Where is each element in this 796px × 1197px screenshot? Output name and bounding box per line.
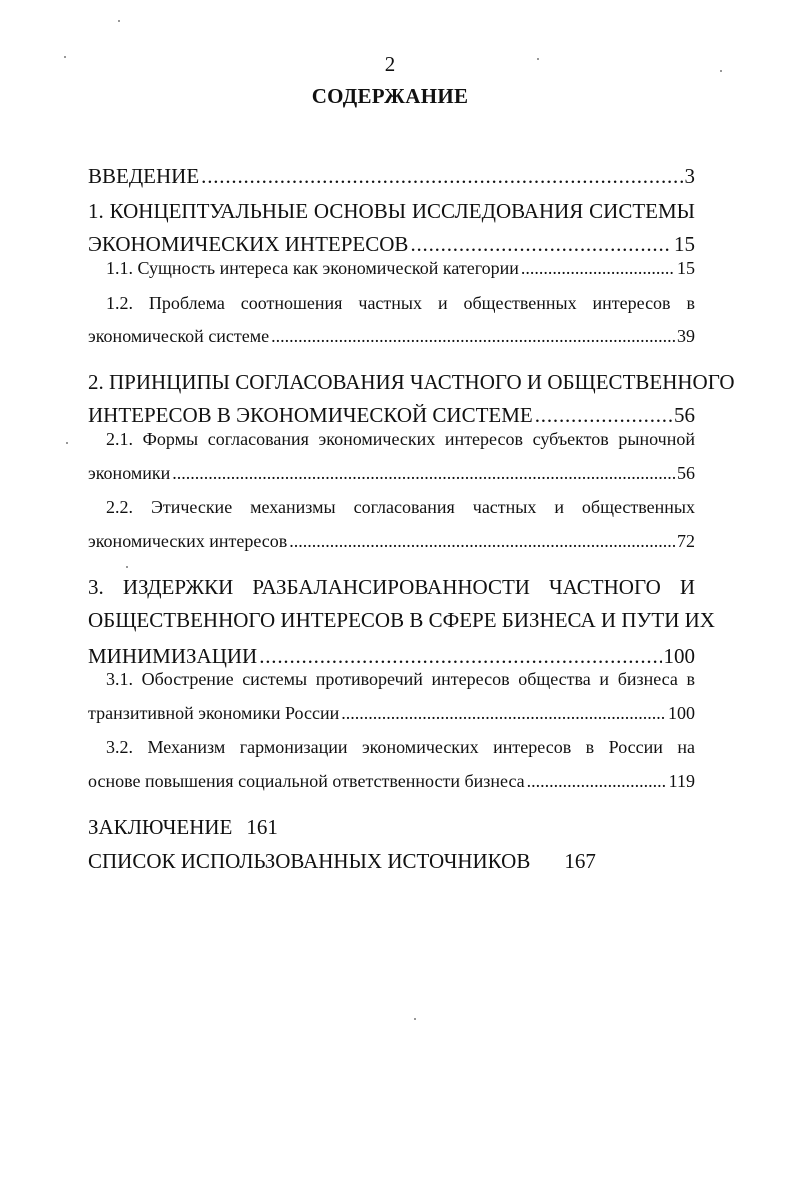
- toc-page: 72: [677, 531, 695, 551]
- scan-speck: [720, 70, 722, 72]
- toc-entry-conclusion[interactable]: [88, 815, 695, 839]
- toc-page: 56: [677, 463, 695, 483]
- toc-label: транзитивной экономики России: [88, 703, 340, 723]
- dot-leader: [521, 257, 675, 279]
- toc-label: ВВЕДЕНИЕ: [88, 164, 200, 188]
- toc-entry-chapter-1-cont[interactable]: [88, 232, 695, 256]
- toc-label: СПИСОК ИСПОЛЬЗОВАННЫХ ИСТОЧНИКОВ: [88, 849, 531, 873]
- toc-label: 1.1. Сущность интереса как экономической категории: [106, 258, 519, 278]
- page-number: 2: [384, 52, 396, 76]
- toc-entry-section-3-2-cont[interactable]: [88, 770, 695, 792]
- toc-entry-chapter-1[interactable]: 1. КОНЦЕПТУАЛЬНЫЕ ОСНОВЫ ИССЛЕДОВАНИЯ СИСТЕМЫ: [88, 199, 695, 223]
- scan-speck: [414, 1018, 416, 1020]
- toc-entry-section-3-1[interactable]: 3.1. Обострение системы противоречий интересов общества и бизнеса в: [106, 669, 695, 689]
- toc-entry-section-1-1[interactable]: [106, 257, 695, 279]
- toc-entry-sources[interactable]: [88, 849, 695, 873]
- toc-page: 167: [564, 849, 596, 873]
- toc-page: 100: [663, 644, 695, 668]
- toc-page: 3: [684, 164, 695, 188]
- toc-entry-section-3-2[interactable]: 3.2. Механизм гармонизации экономических интересов в России на: [106, 737, 695, 757]
- toc-label: экономической системе: [88, 326, 270, 346]
- toc-page: 100: [668, 703, 695, 723]
- toc-page: 56: [674, 403, 695, 427]
- scan-speck: [118, 20, 120, 22]
- toc-label: основе повышения социальной ответственности бизнеса: [88, 771, 525, 791]
- toc-entry-intro[interactable]: [88, 164, 695, 188]
- toc-entry-section-2-2-cont[interactable]: [88, 530, 695, 552]
- toc-page: 119: [668, 771, 695, 791]
- toc-entry-chapter-3-cont-2[interactable]: [88, 644, 695, 668]
- toc-entry-section-1-2[interactable]: 1.2. Проблема соотношения частных и общественных интересов в: [106, 293, 695, 313]
- scan-speck: [537, 58, 539, 60]
- scan-speck: [66, 442, 68, 444]
- dot-leader: [271, 325, 675, 347]
- page-title: СОДЕРЖАНИЕ: [311, 84, 469, 108]
- scan-speck: [126, 566, 128, 568]
- toc-entry-chapter-2[interactable]: 2. ПРИНЦИПЫ СОГЛАСОВАНИЯ ЧАСТНОГО И ОБЩЕСТВЕННОГО: [88, 370, 735, 394]
- dot-leader: [341, 702, 666, 724]
- dot-leader: [535, 403, 672, 427]
- dot-leader: [410, 232, 672, 256]
- dot-leader: [289, 530, 675, 552]
- toc-page: 15: [677, 258, 695, 278]
- toc-label: экономических интересов: [88, 531, 288, 551]
- toc-label: МИНИМИЗАЦИИ: [88, 644, 258, 668]
- toc-entry-chapter-2-cont[interactable]: [88, 403, 695, 427]
- toc-entry-section-2-1-cont[interactable]: [88, 462, 695, 484]
- toc-entry-section-2-2[interactable]: 2.2. Этические механизмы согласования частных и общественных: [106, 497, 695, 517]
- toc-page: 161: [246, 815, 278, 839]
- dot-leader: [172, 462, 675, 484]
- dot-leader: [527, 770, 667, 792]
- dot-leader: [201, 164, 682, 188]
- dot-leader: [259, 644, 661, 668]
- toc-label: ИНТЕРЕСОВ В ЭКОНОМИЧЕСКОЙ СИСТЕМЕ: [88, 403, 533, 427]
- toc-page: 15: [674, 232, 695, 256]
- toc-entry-section-3-1-cont[interactable]: [88, 702, 695, 724]
- scan-speck: [64, 56, 66, 58]
- toc-page: 39: [677, 326, 695, 346]
- toc-entry-chapter-3-cont[interactable]: ОБЩЕСТВЕННОГО ИНТЕРЕСОВ В СФЕРЕ БИЗНЕСА И ПУТИ ИХ: [88, 608, 715, 632]
- toc-entry-section-2-1[interactable]: 2.1. Формы согласования экономических интересов субъектов рыночной: [106, 429, 695, 449]
- toc-label: ЗАКЛЮЧЕНИЕ: [88, 815, 233, 839]
- toc-label: экономики: [88, 463, 171, 483]
- toc-entry-section-1-2-cont[interactable]: [88, 325, 695, 347]
- toc-label: ЭКОНОМИЧЕСКИХ ИНТЕРЕСОВ: [88, 232, 409, 256]
- toc-entry-chapter-3[interactable]: 3. ИЗДЕРЖКИ РАЗБАЛАНСИРОВАННОСТИ ЧАСТНОГО И: [88, 575, 695, 599]
